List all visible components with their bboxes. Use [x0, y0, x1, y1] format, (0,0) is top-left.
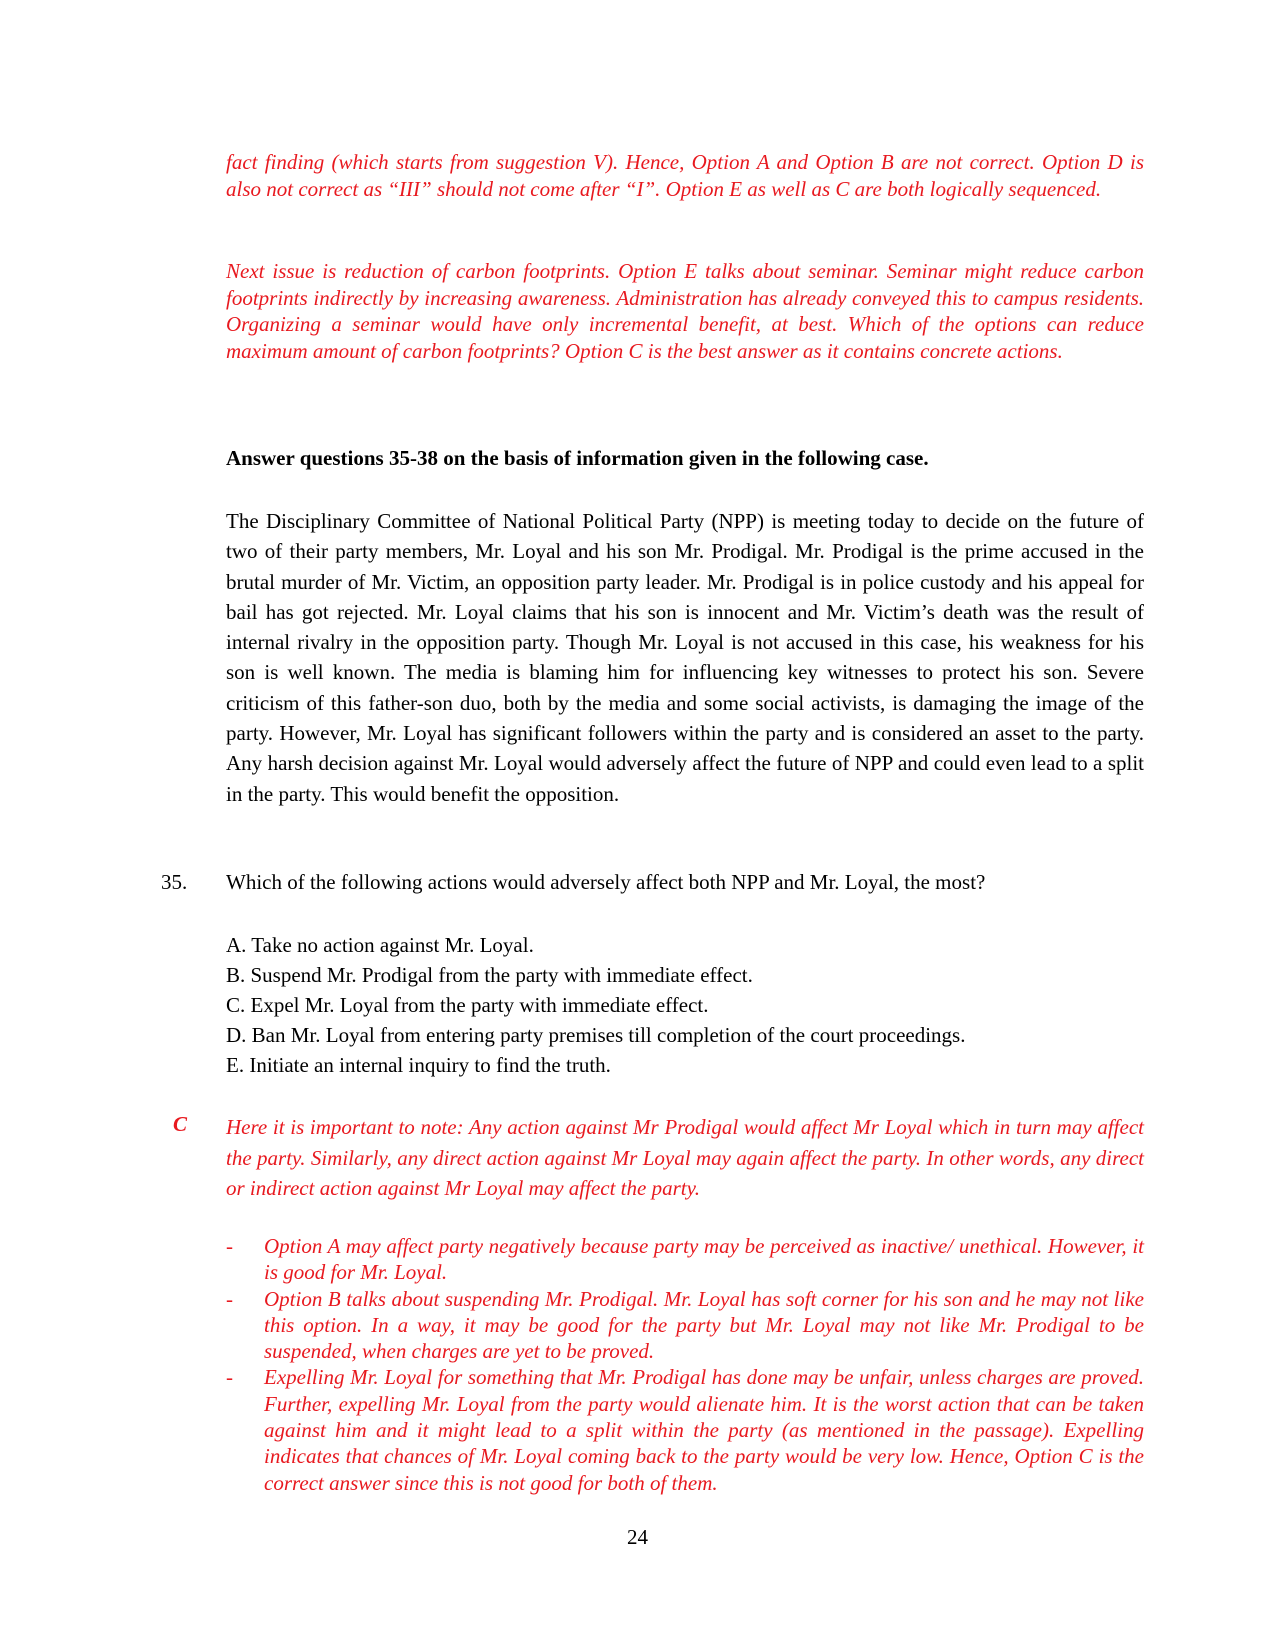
previous-explanation-paragraph-1: fact finding (which starts from suggestion V). Hence, Option A and Option B are not correct. Option D is also not correct as “III” should not come after “I”. Option E as well as C are both logically sequenced. — [226, 150, 1144, 201]
bullet-dash: - — [226, 1365, 233, 1390]
question-options — [226, 930, 965, 1080]
explanation-bullet — [226, 1364, 1144, 1495]
option-e: E. Initiate an internal inquiry to find the truth. — [226, 1053, 611, 1077]
option-b: B. Suspend Mr. Prodigal from the party with immediate effect. — [226, 963, 753, 987]
explanation-bullet — [226, 1233, 1144, 1286]
page-number: 24 — [627, 1525, 648, 1549]
previous-explanation-paragraph-2: Next issue is reduction of carbon footprints. Option E talks about seminar. Seminar might reduce carbon footprints indirectly by increasing awareness. Administration has already conveyed this to campus residents. Organizing a seminar would have only incremental benefit, at best. Which of the options can reduce maximum amount of carbon footprints? Option C is the best answer as it contains concrete actions. — [226, 259, 1144, 363]
answer-letter: C — [173, 1112, 188, 1136]
question-number: 35. — [161, 870, 188, 894]
answer-explanation-intro: Here it is important to note: Any action against Mr Prodigal would affect Mr Loyal which in turn may affect the party. Similarly, any direct action against Mr Loyal may again affect the party. In other words, any direct or indirect action against Mr Loyal may affect the party. — [226, 1115, 1144, 1200]
bullet-dash: - — [226, 1234, 233, 1258]
bullet-dash: - — [226, 1286, 233, 1311]
bullet-text: Expelling Mr. Loyal for something that Mr. Prodigal has done may be unfair, unless charges are proved. Further, expelling Mr. Loyal from the party would alienate him. It is the worst action that can be taken against him and it might lead to a split within the party (as mentioned in the passage). Expelling indicates that chances of Mr. Loyal coming back to the party would be very low. Hence, Option C is the correct answer since this is not good for both of them. — [264, 1365, 1144, 1495]
option-a: A. Take no action against Mr. Loyal. — [226, 933, 534, 957]
explanation-bullet — [226, 1286, 1144, 1365]
option-c: C. Expel Mr. Loyal from the party with immediate effect. — [226, 993, 709, 1017]
answer-explanation-bullets — [226, 1233, 1144, 1496]
bullet-text: Option A may affect party negatively because party may be perceived as inactive/ unethical. However, it is good for Mr. Loyal. — [264, 1234, 1144, 1285]
option-d: D. Ban Mr. Loyal from entering party premises till completion of the court proceedings. — [226, 1023, 966, 1047]
bullet-text: Option B talks about suspending Mr. Prodigal. Mr. Loyal has soft corner for his son and he may not like this option. In a way, it may be good for the party but Mr. Loyal may not like Mr. Prodigal to be suspended, when charges are yet to be proved. — [264, 1286, 1144, 1364]
case-heading: Answer questions 35-38 on the basis of information given in the following case. — [226, 446, 929, 470]
case-passage: The Disciplinary Committee of National Political Party (NPP) is meeting today to decide on the future of two of their party members, Mr. Loyal and his son Mr. Prodigal. Mr. Prodigal is the prime accused in the brutal murder of Mr. Victim, an opposition party leader. Mr. Prodigal is in police custody and his appeal for bail has got rejected. Mr. Loyal claims that his son is innocent and Mr. Victim’s death was the result of internal rivalry in the opposition party. Though Mr. Loyal is not accused in this case, his weakness for his son is well known. The media is blaming him for influencing key witnesses to protect his son. Severe criticism of this father-son duo, both by the media and some social activists, is damaging the image of the party. However, Mr. Loyal has significant followers within the party and is considered an asset to the party. Any harsh decision against Mr. Loyal would adversely affect the future of NPP and could even lead to a split in the party. This would benefit the opposition. — [226, 509, 1144, 806]
question-text: Which of the following actions would adversely affect both NPP and Mr. Loyal, the most? — [226, 870, 986, 894]
